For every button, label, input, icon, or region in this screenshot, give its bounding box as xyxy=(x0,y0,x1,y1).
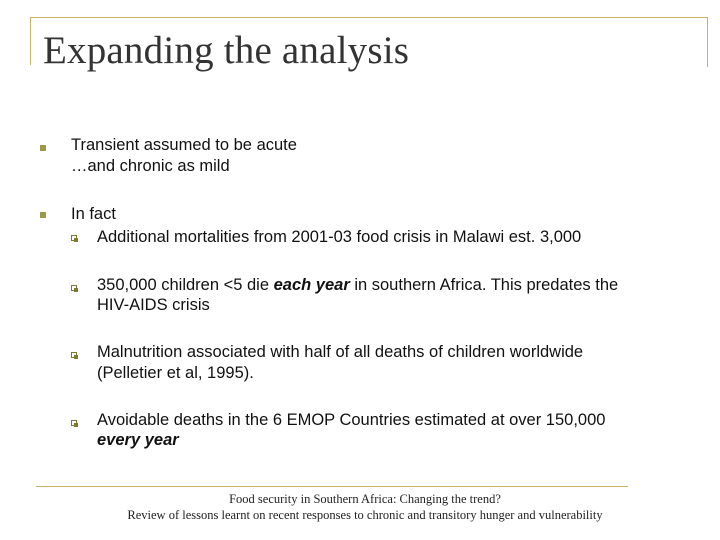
bullet-square-icon xyxy=(40,212,46,218)
sub-bullet-box-icon xyxy=(71,420,77,426)
sub-bullet-2-line-1 xyxy=(97,275,618,295)
sub-bullet-3-line-1: Malnutrition associated with half of all deaths of children worldwide xyxy=(97,343,584,361)
sub-bullet-4-emphasis: every year xyxy=(97,431,179,449)
sub-bullet-box-icon xyxy=(71,235,77,241)
footer-rule xyxy=(36,486,628,487)
bullet-2-line-1: In fact xyxy=(71,205,116,223)
title-frame-top-rule xyxy=(30,17,708,18)
slide-title: Expanding the analysis xyxy=(43,29,410,72)
sub-bullet-2-line-2: HIV-AIDS crisis xyxy=(97,296,210,314)
bullet-1-line-1: Transient assumed to be acute xyxy=(71,136,297,154)
footer xyxy=(0,491,720,523)
footer-line-1: Food security in Southern Africa: Changing the trend? xyxy=(229,492,501,506)
sub-bullet-2-emphasis: each year xyxy=(273,276,350,294)
sub-bullet-4-line-1: Avoidable deaths in the 6 EMOP Countries estimated at over 150,000 xyxy=(97,411,606,429)
sub-bullet-box-icon xyxy=(71,352,77,358)
sub-bullet-1-text: Additional mortalities from 2001-03 food crisis in Malawi est. 3,000 xyxy=(97,228,582,246)
sub-bullet-4-line-2 xyxy=(97,430,179,450)
sub-bullet-box-icon xyxy=(71,285,77,291)
footer-line-2: Review of lessons learnt on recent responses to chronic and transitory hunger and vulnerability xyxy=(127,508,603,522)
title-frame-left-rule xyxy=(30,17,31,65)
bullet-1-line-2: …and chronic as mild xyxy=(71,157,230,175)
sub-bullet-3-line-2: (Pelletier et al, 1995). xyxy=(97,364,254,382)
sub-bullet-2-post: in southern Africa. This predates the xyxy=(349,276,619,294)
sub-bullet-2-pre: 350,000 children <5 die xyxy=(97,276,274,294)
title-frame-right-rule xyxy=(707,17,708,67)
bullet-square-icon xyxy=(40,145,46,151)
